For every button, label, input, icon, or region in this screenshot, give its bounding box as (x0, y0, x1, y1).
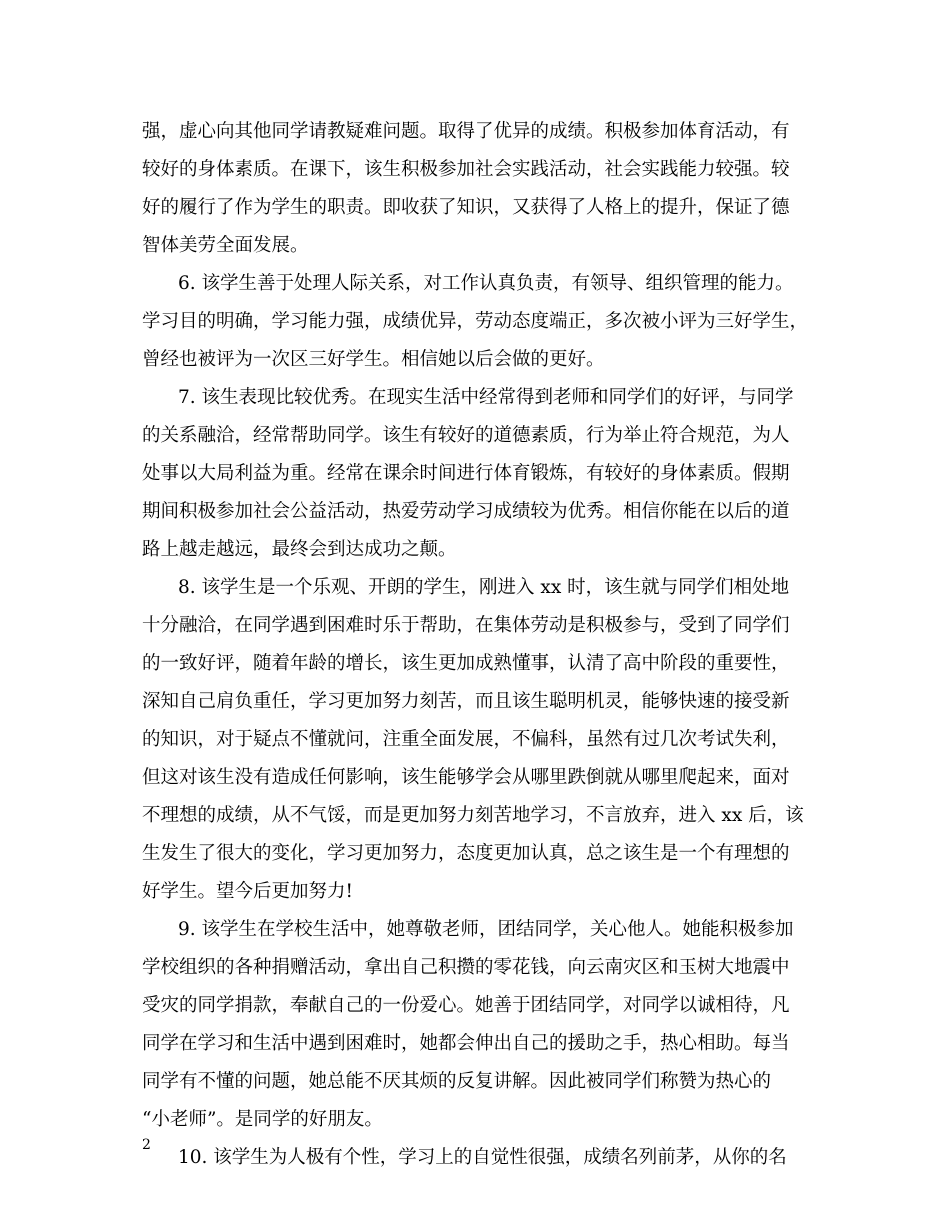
text-line: 好的履行了作为学生的职责。即收获了知识，又获得了人格上的提升，保证了德 (142, 197, 790, 218)
text-line: 智体美劳全面发展。 (142, 235, 309, 256)
text-line: 受灾的同学捐款，奉献自己的一份爱心。她善于团结同学，对同学以诚相待，凡 (142, 995, 790, 1016)
text-line: 生发生了很大的变化，学习更加努力，态度更加认真，总之该生是一个有理想的 (142, 843, 790, 864)
text-line: 期间积极参加社会公益活动，热爱劳动学习成绩较为优秀。相信你能在以后的道 (142, 501, 790, 522)
paragraph-first-line: 10. 该学生为人极有个性，学习上的自觉性很强，成绩名列前茅，从你的名 (178, 1147, 787, 1168)
page-number: 2 (142, 1137, 151, 1153)
text-line: 深知自己肩负重任，学习更加努力刻苦，而且该生聪明机灵，能够快速的接受新 (142, 691, 790, 712)
document-body (142, 113, 824, 1177)
text-line: 的关系融洽，经常帮助同学。该生有较好的道德素质，行为举止符合规范，为人 (142, 425, 790, 446)
text-line: 学习目的明确，学习能力强，成绩优异，劳动态度端正，多次被小评为三好学生， (142, 311, 809, 332)
text-line: “小老师”。是同学的好朋友。 (142, 1109, 383, 1130)
text-line: 强，虚心向其他同学请教疑难问题。取得了优异的成绩。积极参加体育活动，有 (142, 121, 790, 142)
text-line: 同学在学习和生活中遇到困难时，她都会伸出自己的援助之手，热心相助。每当 (142, 1033, 790, 1054)
paragraph-first-line: 7. 该生表现比较优秀。在现实生活中经常得到老师和同学们的好评，与同学 (178, 387, 794, 408)
text-line: 较好的身体素质。在课下，该生积极参加社会实践活动，社会实践能力较强。较 (142, 159, 790, 180)
text-line: 十分融洽，在同学遇到困难时乐于帮助，在集体劳动是积极参与，受到了同学们 (142, 615, 790, 636)
text-line: 好学生。望今后更加努力! (142, 881, 353, 902)
text-line: 不理想的成绩，从不气馁，而是更加努力刻苦地学习，不言放弃，进入 xx 后，该 (142, 805, 804, 826)
text-line: 处事以大局利益为重。经常在课余时间进行体育锻炼，有较好的身体素质。假期 (142, 463, 790, 484)
text-line: 同学有不懂的问题，她总能不厌其烦的反复讲解。因此被同学们称赞为热心的 (142, 1071, 772, 1092)
text-line: 学校组织的各种捐赠活动，拿出自己积攒的零花钱，向云南灾区和玉树大地震中 (142, 957, 790, 978)
text-line: 的知识，对于疑点不懂就问，注重全面发展，不偏科，虽然有过几次考试失利， (142, 729, 790, 750)
paragraph-first-line: 9. 该学生在学校生活中，她尊敬老师，团结同学，关心他人。她能积极参加 (178, 919, 794, 940)
text-line: 但这对该生没有造成任何影响，该生能够学会从哪里跌倒就从哪里爬起来，面对 (142, 767, 790, 788)
paragraph-first-line: 8. 该学生是一个乐观、开朗的学生，刚进入 xx 时，该生就与同学们相处地 (178, 577, 790, 598)
text-line: 路上越走越远，最终会到达成功之颠。 (142, 539, 457, 560)
text-line: 的一致好评，随着年龄的增长，该生更加成熟懂事，认清了高中阶段的重要性， (142, 653, 790, 674)
paragraph-first-line: 6. 该学生善于处理人际关系，对工作认真负责，有领导、组织管理的能力。 (178, 273, 794, 294)
text-line: 曾经也被评为一次区三好学生。相信她以后会做的更好。 (142, 349, 605, 370)
